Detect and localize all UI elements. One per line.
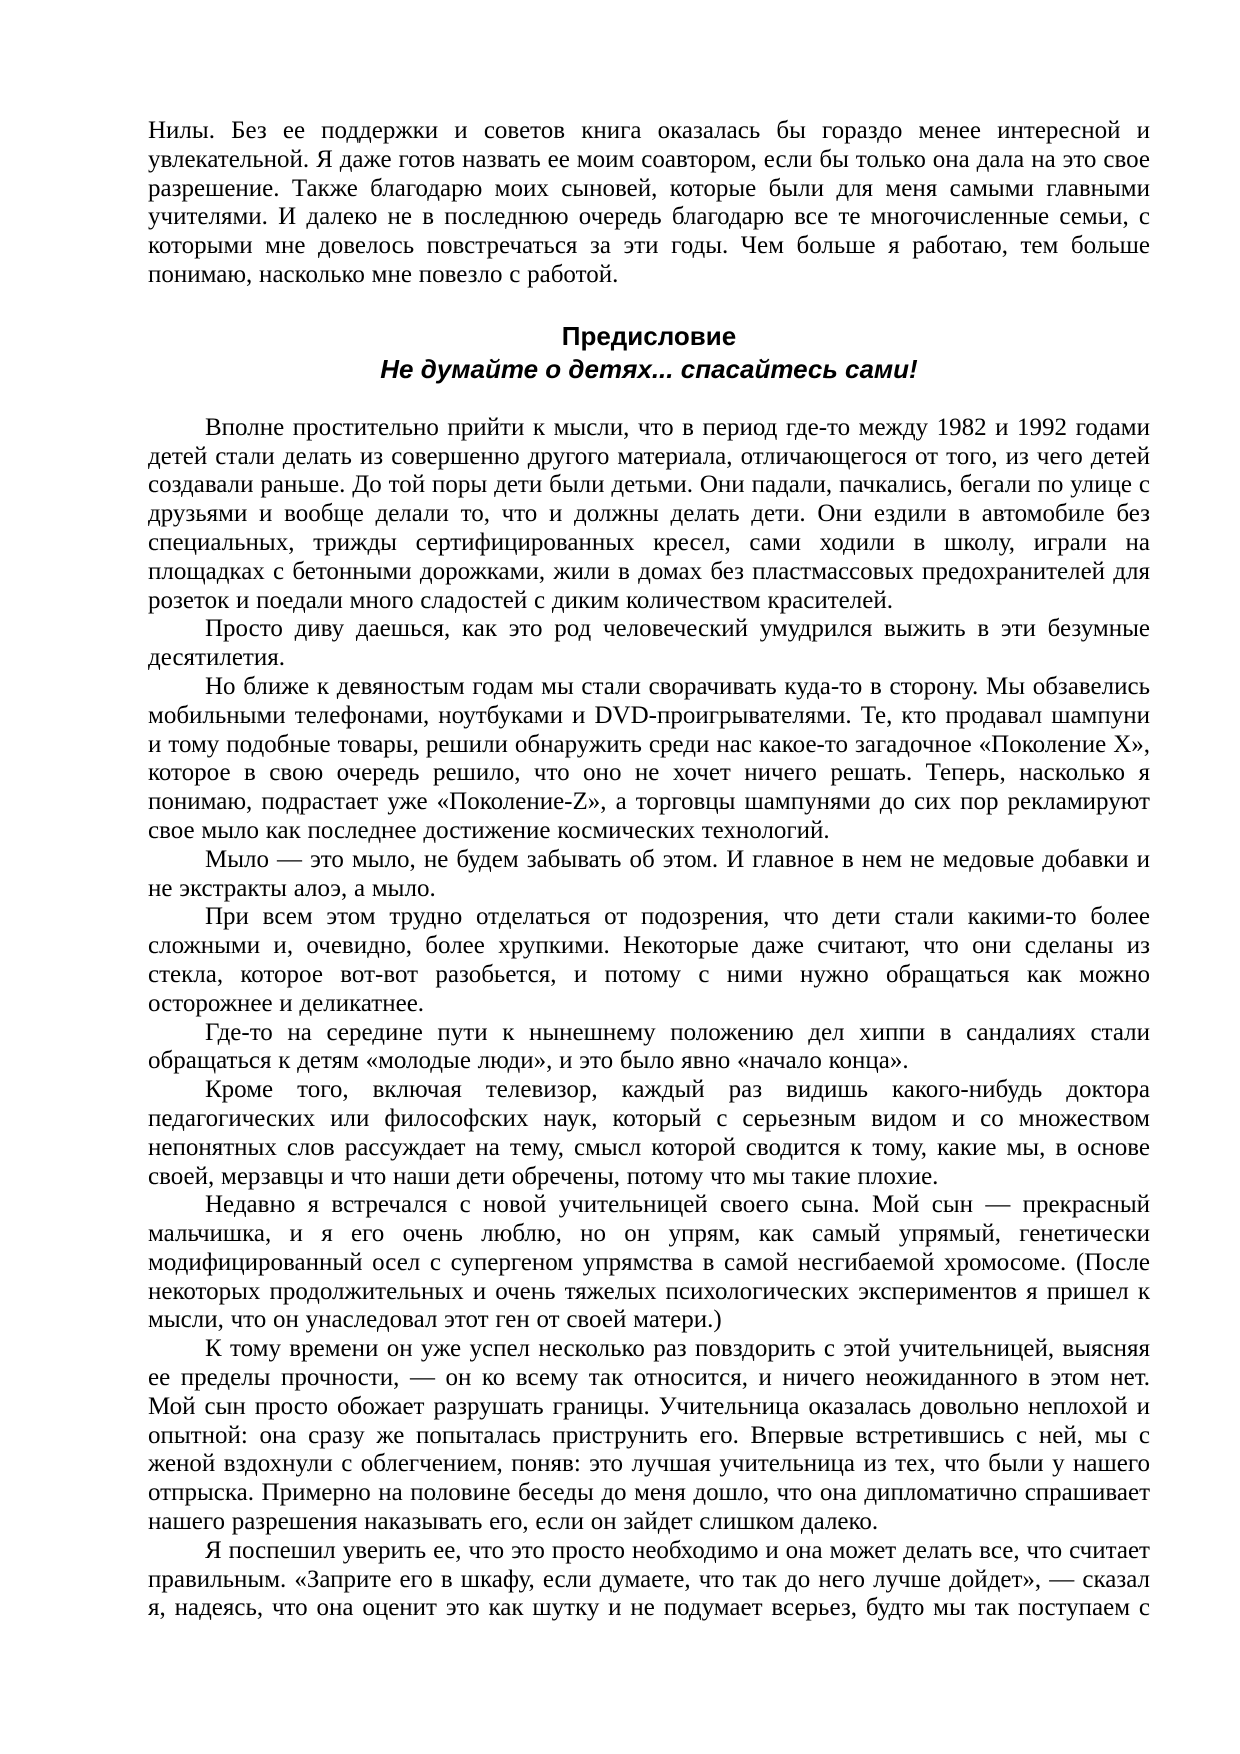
body-paragraph: Но ближе к девяностым годам мы стали сворачивать куда-то в сторону. Мы обзавелись мобильными телефонами, ноутбуками и DVD-проигрывателями. Те, кто продавал шампуни и тому подобные товары, решили обнаружить среди нас какое-то загадочное «Поколение X», которое в свою очередь решило, что оно не хочет ничего решать. Теперь, насколько я понимаю, подрастает уже «Поколение-Z», а торговцы шампунями до сих пор рекламируют свое мыло как последнее достижение космических технологий. [148, 672, 1150, 844]
text-block [148, 117, 1150, 1623]
chapter-title: Предисловие [561, 320, 737, 351]
body-paragraph: При всем этом трудно отделаться от подозрения, что дети стали какими-то более сложными и, очевидно, более хрупкими. Некоторые даже считают, что они сделаны из стекла, которое вот-вот разобьется, и потому с ними нужно обращаться как можно осторожнее и деликатнее. [148, 903, 1150, 1017]
body-paragraph: Мыло — это мыло, не будем забывать об этом. И главное в нем не медовые добавки и не экстракты алоэ, а мыло. [148, 845, 1150, 902]
section-heading [148, 320, 1150, 386]
body-paragraph: Просто диву даешься, как это род человеческий умудрился выжить в эти безумные десятилетия. [148, 615, 1150, 672]
body-paragraph: Кроме того, включая телевизор, каждый раз видишь какого-нибудь доктора педагогических или философских наук, который с серьезным видом и со множеством непонятных слов рассуждает на тему, смысл которой сводится к тому, какие мы, в основе своей, мерзавцы и что наши дети обречены, потому что мы такие плохие. [148, 1076, 1150, 1190]
body-paragraph: Вполне простительно прийти к мысли, что в период где-то между 1982 и 1992 годами детей стали делать из совершенно другого материала, отличающегося от того, из чего детей создавали раньше. До той поры дети были детьми. Они падали, пачкались, бегали по улице с друзьями и вообще делали то, что и должны делать дети. Они ездили в автомобиле без специальных, трижды сертифицированных кресел, сами ходили в школу, играли на площадках с бетонными дорожками, жили в домах без пластмассовых предохранителей для розеток и поедали много сладостей с диким количеством красителей. [148, 413, 1150, 614]
body-paragraph-page-break: Я поспешил уверить ее, что это просто необходимо и она может делать все, что считает правильным. «Заприте его в шкафу, если думаете, что так до него лучше дойдет», — сказал я, надеясь, что она оценит это как шутку и не подумает всерьез, будто мы так поступаем с [148, 1536, 1150, 1622]
intro-continuation-paragraph: Нилы. Без ее поддержки и советов книга оказалась бы гораздо менее интересной и увлекательной. Я даже готов назвать ее моим соавтором, если бы только она дала на это свое разрешение. Также благодарю моих сыновей, которые были для меня самыми главными учителями. И далеко не в последнюю очередь благодарю все те многочисленные семьи, с которыми мне довелось повстречаться за эти годы. Чем больше я работаю, тем больше понимаю, насколько мне повезло с работой. [148, 117, 1150, 288]
chapter-subtitle: Не думайте о детях... спасайтесь сами! [380, 353, 918, 384]
body-paragraph: Где-то на середине пути к нынешнему положению дел хиппи в сандалиях стали обращаться к детям «молодые люди», и это было явно «начало конца». [148, 1018, 1150, 1075]
body-paragraph: К тому времени он уже успел несколько раз повздорить с этой учительницей, выясняя ее пределы прочности, — он ко всему так относится, и ничего неожиданного в этом нет. Мой сын просто обожает разрушать границы. Учительница оказалась довольно неплохой и опытной: она сразу же попыталась приструнить его. Впервые встретившись с ней, мы с женой вздохнули с облегчением, поняв: это лучшая учительница из тех, что были у нашего отпрыска. Примерно на половине беседы до меня дошло, что она дипломатично спрашивает нашего разрешения наказывать его, если он зайдет слишком далеко. [148, 1335, 1150, 1536]
body-paragraph: Недавно я встречался с новой учительницей своего сына. Мой сын — прекрасный мальчишка, и я его очень люблю, но он упрям, как самый упрямый, генетически модифицированный осел с супергеном упрямства в самой несгибаемой хромосоме. (После некоторых продолжительных и очень тяжелых психологических экспериментов я пришел к мысли, что он унаследовал этот ген от своей матери.) [148, 1191, 1150, 1334]
